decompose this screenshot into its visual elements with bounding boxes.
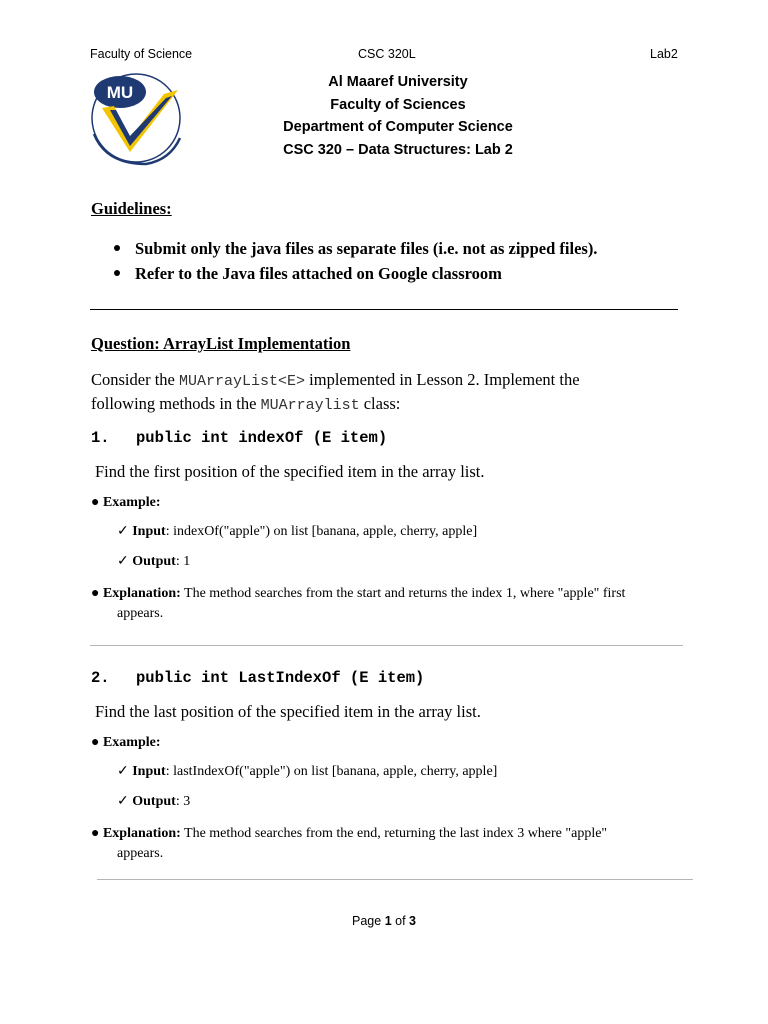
input-row xyxy=(117,763,497,780)
output-text: : 3 xyxy=(175,794,191,809)
intro-text: implemented in Lesson 2. Implement the xyxy=(305,370,580,389)
checkmark-icon: ✓ xyxy=(117,764,129,779)
checkmark-icon: ✓ xyxy=(117,794,129,809)
section-divider xyxy=(90,309,678,310)
bullet-icon: ● xyxy=(91,735,100,750)
guideline-item: Refer to the Java files attached on Google classroom xyxy=(135,264,502,283)
method-description: Find the last position of the specified item in the array list. xyxy=(95,702,481,721)
bullet-icon: ● xyxy=(91,826,100,841)
intro-text: class: xyxy=(359,394,401,413)
method-number: 1. xyxy=(91,429,110,447)
question-heading: Question: ArrayList Implementation xyxy=(91,334,351,353)
method-divider xyxy=(97,879,693,880)
method-description: Find the first position of the specified item in the array list. xyxy=(95,462,485,481)
question-intro-line2 xyxy=(91,394,400,414)
input-text: : indexOf("apple") on list [banana, apple, cherry, apple] xyxy=(165,524,478,539)
input-label: Input xyxy=(132,524,166,539)
method-number: 2. xyxy=(91,669,110,687)
total-pages: 3 xyxy=(409,914,416,928)
example-row xyxy=(91,495,161,511)
intro-text: following methods in the xyxy=(91,394,261,413)
header-left: Faculty of Science xyxy=(90,47,193,61)
bullet-icon xyxy=(114,270,120,276)
header-right: Lab2 xyxy=(650,47,678,61)
footer-text: Page xyxy=(352,914,385,928)
input-label: Input xyxy=(132,764,166,779)
current-page: 1 xyxy=(384,914,392,928)
input-row xyxy=(117,523,477,540)
guidelines-heading: Guidelines: xyxy=(91,199,172,218)
explanation-text: The method searches from the end, returning the last index 3 where "apple" xyxy=(180,826,608,841)
guideline-item: Submit only the java files as separate files (i.e. not as zipped files). xyxy=(135,239,598,258)
output-row xyxy=(117,553,190,570)
checkmark-icon: ✓ xyxy=(117,554,129,569)
method-divider xyxy=(90,645,683,646)
explanation-row xyxy=(91,586,625,602)
example-label: Example: xyxy=(102,495,161,510)
explanation-continuation: appears. xyxy=(117,846,164,861)
output-label: Output xyxy=(132,554,176,569)
explanation-text: The method searches from the start and returns the index 1, where "apple" first xyxy=(180,586,626,601)
explanation-label: Explanation: xyxy=(102,586,181,601)
header-center: CSC 320L xyxy=(358,47,416,61)
bullet-icon: ● xyxy=(91,586,100,601)
faculty-name: Faculty of Sciences xyxy=(330,97,466,113)
explanation-label: Explanation: xyxy=(102,826,181,841)
method-signature: public int LastIndexOf (E item) xyxy=(136,669,425,687)
logo-text: MU xyxy=(106,83,134,102)
question-intro-line1 xyxy=(91,370,580,390)
bullet-icon xyxy=(114,245,120,251)
example-label: Example: xyxy=(102,735,161,750)
intro-code: MUArrayList<E> xyxy=(179,373,306,390)
output-row xyxy=(117,793,190,810)
output-label: Output xyxy=(132,794,176,809)
footer-text: of xyxy=(391,914,410,928)
intro-code: MUArraylist xyxy=(260,397,360,414)
example-row xyxy=(91,735,161,751)
page-footer xyxy=(0,914,768,928)
explanation-continuation: appears. xyxy=(117,606,164,621)
input-text: : lastIndexOf("apple") on list [banana, apple, cherry, apple] xyxy=(165,764,498,779)
explanation-row xyxy=(91,826,607,842)
intro-text: Consider the xyxy=(91,370,179,389)
checkmark-icon: ✓ xyxy=(117,524,129,539)
course-title: CSC 320 – Data Structures: Lab 2 xyxy=(283,142,513,158)
output-text: : 1 xyxy=(175,554,191,569)
bullet-icon: ● xyxy=(91,495,100,510)
department-name: Department of Computer Science xyxy=(283,119,513,135)
university-name: Al Maaref University xyxy=(328,74,468,90)
method-signature: public int indexOf (E item) xyxy=(136,429,388,447)
